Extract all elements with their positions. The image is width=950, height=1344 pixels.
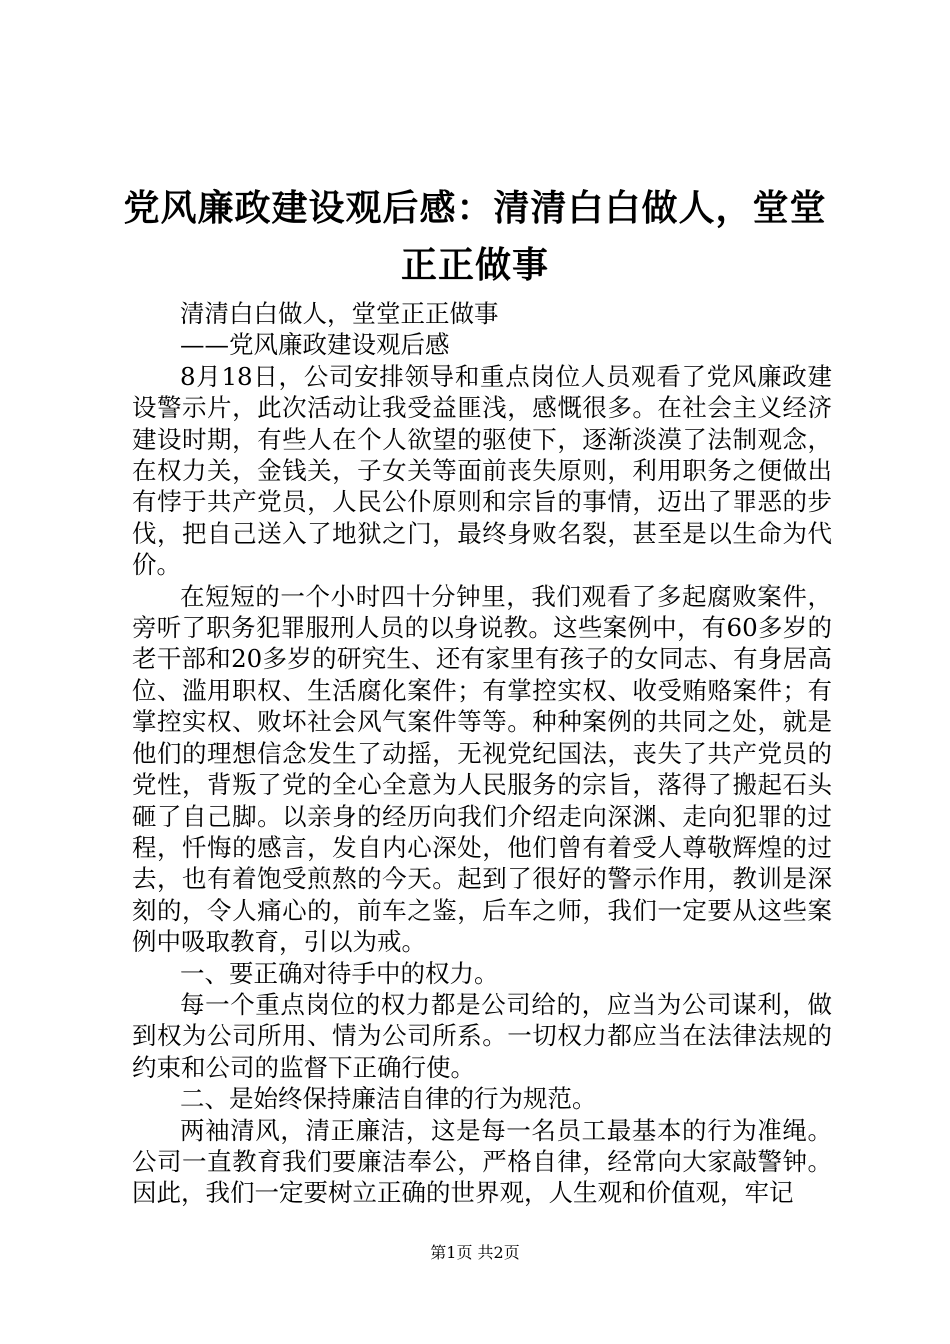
section-heading-1: 一、要正确对待手中的权力。 (180, 958, 499, 988)
paragraph-power: 每一个重点岗位的权力都是公司给的，应当为公司谋利，做到权为公司所用、情为公司所系。一切权力都应当在法律法规的约束和公司的监督下正确行使。 (132, 989, 832, 1082)
paragraph-subheading: ——党风廉政建设观后感 (180, 330, 450, 360)
document-title: 党风廉政建设观后感：清清白白做人，堂堂正正做事 (123, 188, 827, 286)
document-body (132, 298, 832, 1209)
paragraph-intro: 8月18日，公司安排领导和重点岗位人员观看了党风廉政建设警示片，此次活动让我受益匪浅，感慨很多。在社会主义经济建设时期，有些人在个人欲望的驱使下，逐渐淡漠了法制观念，在权力关，金钱关，子女关等面前丧失原则，利用职务之便做出有悖于共产党员，人民公仆原则和宗旨的事情，迈出了罪恶的步伐，把自己送入了地狱之门，最终身败名裂，甚至是以生命为代价。 (132, 361, 832, 580)
paragraph-subtitle: 清清白白做人，堂堂正正做事 (180, 299, 499, 328)
paragraph-integrity: 两袖清风，清正廉洁，这是每一名员工最基本的行为准绳。公司一直教育我们要廉洁奉公，严格自律，经常向大家敲警钟。因此，我们一定要树立正确的世界观，人生观和价值观，牢记 (132, 1115, 832, 1208)
paragraph-cases: 在短短的一个小时四十分钟里，我们观看了多起腐败案件，旁听了职务犯罪服刑人员的以身说教。这些案例中，有60多岁的老干部和20多岁的研究生、还有家里有孩子的女同志、有身居高位、滥用职权、生活腐化案件；有掌控实权、收受贿赂案件；有掌控实权、败坏社会风气案件等等。种种案例的共同之处，就是他们的理想信念发生了动摇，无视党纪国法，丧失了共产党员的党性，背叛了党的全心全意为人民服务的宗旨，落得了搬起石头砸了自己脚。以亲身的经历向我们介绍走向深渊、走向犯罪的过程，忏悔的感言，发自内心深处，他们曾有着受人尊敬辉煌的过去，也有着饱受煎熬的今天。起到了很好的警示作用，教训是深刻的，令人痛心的，前车之鉴，后车之师，我们一定要从这些案例中吸取教育，引以为戒。 (132, 581, 832, 957)
page-number-footer: 第1页 共2页 (430, 1243, 520, 1262)
section-heading-2: 二、是始终保持廉洁自律的行为规范。 (180, 1084, 597, 1114)
